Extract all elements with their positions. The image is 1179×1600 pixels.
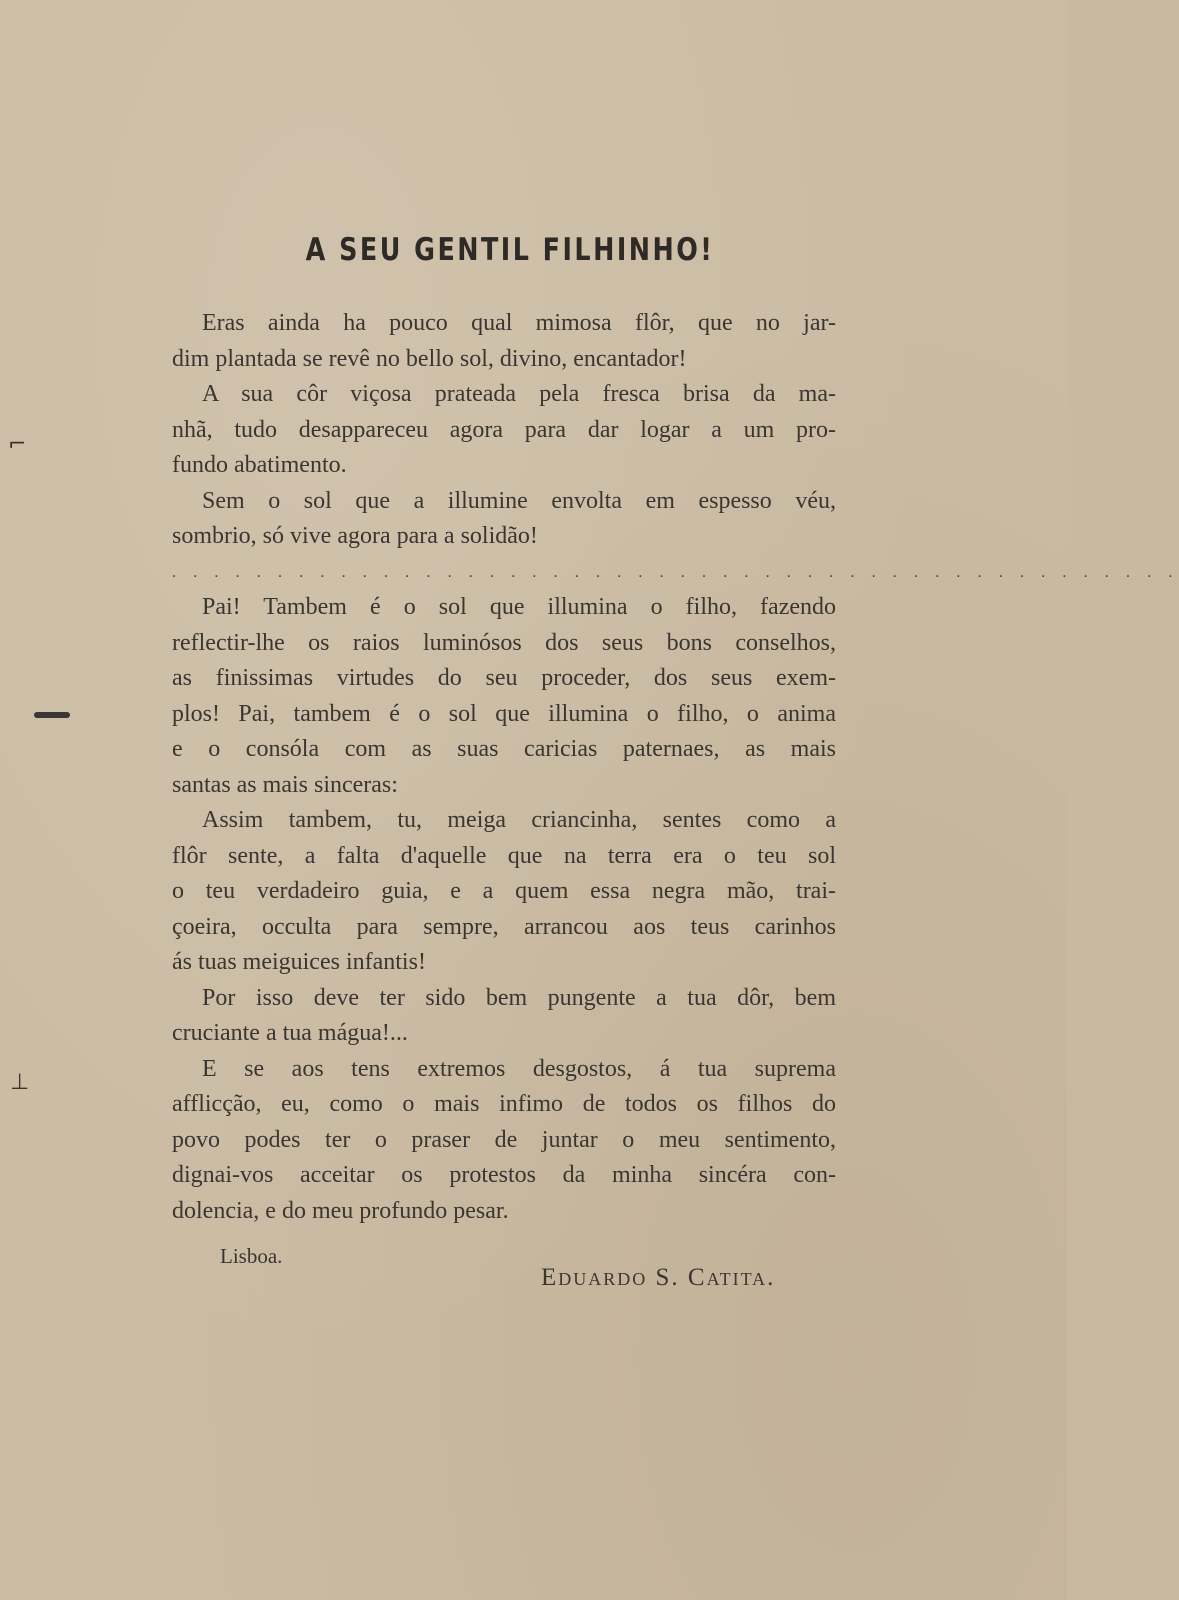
text-line: as finissimas virtudes do seu proceder, dos seus exem- bbox=[172, 665, 836, 691]
text-line: flôr sente, a falta d'aquelle que na terra era o teu sol bbox=[172, 842, 836, 869]
text-line: afflicção, eu, como o mais infimo de todos os filhos do bbox=[172, 1091, 836, 1117]
text-line: reflectir-lhe os raios luminósos dos seus bons conselhos, bbox=[172, 629, 836, 656]
paragraph bbox=[172, 484, 836, 555]
text-line: E se aos tens extremos desgostos, á tua suprema bbox=[202, 1055, 836, 1082]
margin-mark-3: ⊥ bbox=[10, 1070, 30, 1095]
text-line: Eras ainda ha pouco qual mimosa flôr, que no jar- bbox=[202, 310, 836, 336]
text-line: dignai-vos acceitar os protestos da minha sincéra con- bbox=[172, 1162, 836, 1188]
margin-mark-1: ⌐ bbox=[8, 432, 27, 457]
author-signature: Eduardo S. Catita. bbox=[541, 1264, 776, 1291]
text-line: çoeira, occulta para sempre, arrancou aos teus carinhos bbox=[172, 913, 836, 940]
paragraph bbox=[172, 803, 836, 981]
text-line: Assim tambem, tu, meiga criancinha, sentes como a bbox=[202, 807, 836, 833]
text-line: Pai! Tambem é o sol que illumina o filho, fazendo bbox=[202, 594, 836, 620]
text-line: nhã, tudo desappareceu agora para dar logar a um pro- bbox=[172, 416, 836, 443]
text-line: povo podes ter o praser de juntar o meu sentimento, bbox=[172, 1126, 836, 1153]
text-line: o teu verdadeiro guia, e a quem essa negra mão, trai- bbox=[172, 878, 836, 904]
text-line: cruciante a tua mágua!... bbox=[172, 1020, 408, 1046]
paragraph bbox=[172, 590, 836, 803]
text-line: e o consóla com as suas caricias paternaes, as mais bbox=[172, 736, 836, 762]
paragraph bbox=[172, 981, 836, 1052]
text-line: dim plantada se revê no bello sol, divino, encantador! bbox=[172, 345, 687, 372]
body-text bbox=[172, 306, 1179, 1229]
text-line: fundo abatimento. bbox=[172, 452, 347, 478]
text-line: ás tuas meiguices infantis! bbox=[172, 949, 426, 975]
text-line: sombrio, só vive agora para a solidão! bbox=[172, 523, 538, 549]
text-line: santas as mais sinceras: bbox=[172, 771, 398, 798]
place-name: Lisboa. bbox=[220, 1244, 283, 1268]
text-line: plos! Pai, tambem é o sol que illumina o filho, o anima bbox=[172, 700, 836, 727]
text-line: dolencia, e do meu profundo pesar. bbox=[172, 1197, 509, 1224]
text-line: Sem o sol que a illumine envolta em espesso véu, bbox=[202, 487, 836, 514]
margin-mark-2 bbox=[34, 712, 70, 718]
page-title: A SEU GENTIL FILHINHO! bbox=[305, 232, 715, 268]
text-line: Por isso deve ter sido bem pungente a tua dôr, bem bbox=[202, 984, 836, 1011]
paragraph bbox=[172, 1052, 836, 1230]
paragraph bbox=[172, 306, 836, 377]
text-line: A sua côr viçosa prateada pela fresca brisa da ma- bbox=[202, 381, 836, 407]
dotted-separator: . . . . . . . . . . . . . . . . . . . . . . . . . . . . . . . . . . . . . . . . . . . . . . . . bbox=[172, 563, 1179, 581]
paragraph bbox=[172, 377, 836, 484]
